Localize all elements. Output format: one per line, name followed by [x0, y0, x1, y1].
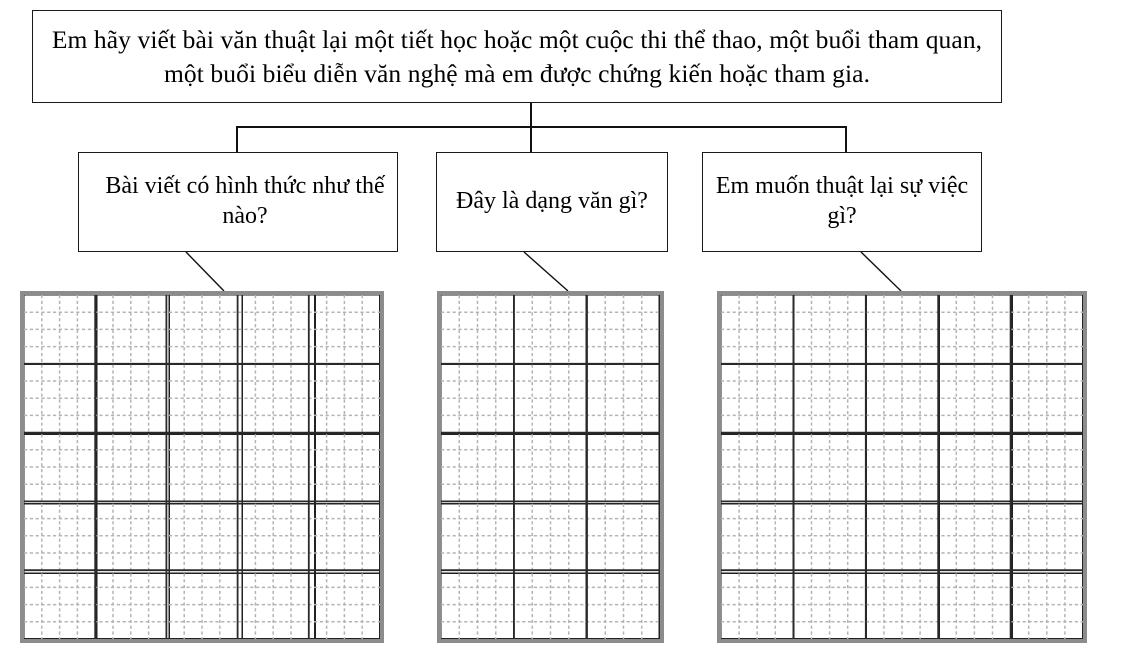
answer-grid-2-lines	[441, 295, 660, 639]
connector-drop-2	[530, 126, 532, 153]
answer-grid-3-cells	[721, 295, 1083, 639]
question-box-2	[436, 152, 668, 252]
answer-grid-2-cells	[441, 295, 660, 639]
answer-grid-2[interactable]	[437, 291, 664, 643]
answer-grid-1-lines	[24, 295, 380, 639]
question-text-1: Bài viết có hình thức như thế nào?	[105, 173, 385, 229]
prompt-text: Em hãy viết bài văn thuật lại một tiết học hoặc một cuộc thi thể thao, một buổi tham quan, một buổi biểu diễn văn nghệ mà em được chứng kiến hoặc tham gia.	[51, 25, 983, 88]
connector-drop-3	[845, 126, 847, 153]
question-text-2: Đây là dạng văn gì?	[456, 188, 648, 215]
question-box-3	[702, 152, 982, 252]
question-box-1	[78, 152, 398, 252]
leader-line-3	[855, 248, 909, 296]
answer-grid-1-cells	[24, 295, 380, 639]
connector-drop-1	[236, 126, 238, 153]
leader-line-2	[518, 248, 576, 296]
connector-stem	[530, 103, 532, 128]
prompt-box	[32, 10, 1002, 103]
connector-horizontal-bus	[236, 126, 847, 128]
answer-grid-1[interactable]	[20, 291, 384, 643]
question-text-3: Em muốn thuật lại sự việc gì?	[715, 173, 969, 229]
leader-line-1	[180, 248, 232, 296]
answer-grid-3-lines	[721, 295, 1083, 639]
answer-grid-3[interactable]	[717, 291, 1087, 643]
